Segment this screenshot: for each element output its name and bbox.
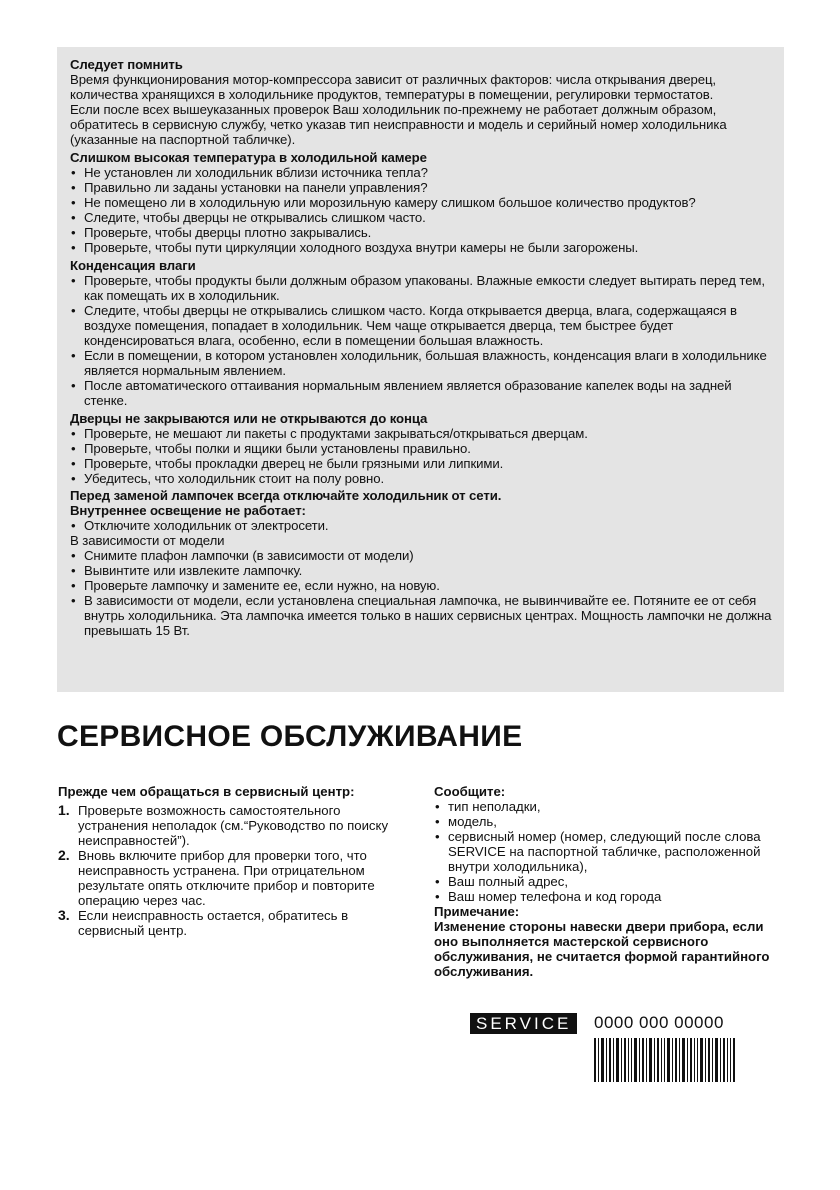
high-temp-title: Слишком высокая температура в холодильной камере: [70, 150, 427, 165]
list-item: • Правильно ли заданы установки на панели управления?: [70, 180, 774, 195]
step-item: [58, 848, 408, 908]
step-number: 1.: [58, 802, 70, 818]
list-item: • тип неполадки,: [434, 799, 784, 814]
condensation-list: [70, 273, 774, 408]
service-number: 0000 000 00000: [594, 1013, 724, 1032]
report-list: [434, 799, 784, 904]
service-tag: SERVICE: [470, 1013, 577, 1034]
note-text: Изменение стороны навески двери прибора, если оно выполняется мастерской сервисного обслуживания, не считается формой гарантийного обслуживания.: [434, 919, 770, 979]
condensation-title: Конденсация влаги: [70, 258, 196, 273]
list-item: • Проверьте, чтобы пути циркуляции холодного воздуха внутри камеры не были загорожены.: [70, 240, 774, 255]
remember-paragraph-1: Время функционирования мотор-компрессора зависит от различных факторов: числа открывания дверец, количества хранящихся в холодильнике продуктов, температуры в помещении, регулировки термостатов.: [70, 72, 716, 102]
troubleshooting-panel: [57, 47, 784, 692]
step-text: Вновь включите прибор для проверки того, что неисправность устранена. При отрицательном результате опять отключите прибор и повторите операцию через час.: [78, 848, 375, 908]
list-item: • Если в помещении, в котором установлен холодильник, большая влажность, конденсация влаги в холодильнике является нормальным явлением.: [70, 348, 774, 378]
list-item: • сервисный номер (номер, следующий после слова SERVICE на паспортной табличке, расположенной внутри холодильника),: [434, 829, 784, 874]
list-item: • Проверьте, чтобы полки и ящики были установлены правильно.: [70, 441, 774, 456]
list-item: • Проверьте, чтобы продукты были должным образом упакованы. Влажные емкости следует вытирать перед тем, как помещать их в холодильник.: [70, 273, 774, 303]
list-item: • модель,: [434, 814, 784, 829]
list-item: • Снимите плафон лампочки (в зависимости от модели): [70, 548, 774, 563]
list-item: • Проверьте лампочку и замените ее, если нужно, на новую.: [70, 578, 774, 593]
list-item: • Ваш номер телефона и код города: [434, 889, 784, 904]
lighting-section: [70, 503, 774, 638]
remember-paragraph-2: Если после всех вышеуказанных проверок Ваш холодильник по-прежнему не работает должным образом, обратитесь в сервисную службу, четко указав тип неисправности и модель и серийный номер холодильника (указанные на паспортной табличке).: [70, 102, 727, 147]
list-item: • Ваш полный адрес,: [434, 874, 784, 889]
list-item: • Убедитесь, что холодильник стоит на полу ровно.: [70, 471, 774, 486]
doors-list: [70, 426, 774, 486]
step-item: [58, 803, 408, 848]
list-item: • Следите, чтобы дверцы не открывались слишком часто.: [70, 210, 774, 225]
list-item: • После автоматического оттаивания нормальным явлением является образование капелек воды на задней стенке.: [70, 378, 774, 408]
barcode-icon: [594, 1038, 736, 1082]
list-item: • Не установлен ли холодильник вблизи источника тепла?: [70, 165, 774, 180]
high-temp-list: [70, 165, 774, 255]
report-title: Сообщите:: [434, 784, 506, 799]
list-item: • Проверьте, чтобы дверцы плотно закрывались.: [70, 225, 774, 240]
list-item: • В зависимости от модели, если установлена специальная лампочка, не вывинчивайте ее. Потяните ее от себя внутрь холодильника. Эта лампочка имеется только в наших сервисных центрах. Мощность лампочки не должна превышать 15 Вт.: [70, 593, 774, 638]
condensation-section: [70, 258, 774, 408]
report-section: [434, 784, 784, 979]
lamp-warning: Перед заменой лампочек всегда отключайте холодильник от сети.: [70, 488, 502, 503]
list-item: • Проверьте, чтобы прокладки дверец не были грязными или липкими.: [70, 456, 774, 471]
list-item: • Проверьте, не мешают ли пакеты с продуктами закрываться/открываться дверцам.: [70, 426, 774, 441]
note-title: Примечание:: [434, 904, 520, 919]
before-title: Прежде чем обращаться в сервисный центр:: [58, 784, 355, 799]
step-text: Если неисправность остается, обратитесь в сервисный центр.: [78, 908, 349, 938]
steps-list: [58, 803, 408, 938]
step-item: [58, 908, 408, 938]
list-item: • Не помещено ли в холодильную или морозильную камеру слишком большое количество продуктов?: [70, 195, 774, 210]
lighting-list-1: [70, 518, 774, 533]
step-number: 3.: [58, 907, 70, 923]
lighting-title: Внутреннее освещение не работает:: [70, 503, 306, 518]
remember-title: Следует помнить: [70, 57, 183, 72]
service-title: СЕРВИСНОЕ ОБСЛУЖИВАНИЕ: [57, 720, 523, 753]
step-text: Проверьте возможность самостоятельного устранения неполадок (см.“Руководство по поиску неисправностей”).: [78, 803, 389, 848]
doors-title: Дверцы не закрываются или не открываются до конца: [70, 411, 428, 426]
service-label: [470, 1013, 740, 1083]
before-contacting-section: [58, 784, 408, 938]
model-note: В зависимости от модели: [70, 533, 225, 548]
list-item: • Отключите холодильник от электросети.: [70, 518, 774, 533]
high-temp-section: [70, 150, 774, 255]
list-item: • Следите, чтобы дверцы не открывались слишком часто. Когда открывается дверца, влага, содержащаяся в воздухе помещения, попадает в холодильник. Чем чаще открывается дверца, тем быстрее будет конденсироваться влага, особенно, если в помещении большая влажность.: [70, 303, 774, 348]
doors-section: [70, 411, 774, 486]
step-number: 2.: [58, 847, 70, 863]
lighting-list-2: [70, 548, 774, 638]
list-item: • Вывинтите или извлеките лампочку.: [70, 563, 774, 578]
